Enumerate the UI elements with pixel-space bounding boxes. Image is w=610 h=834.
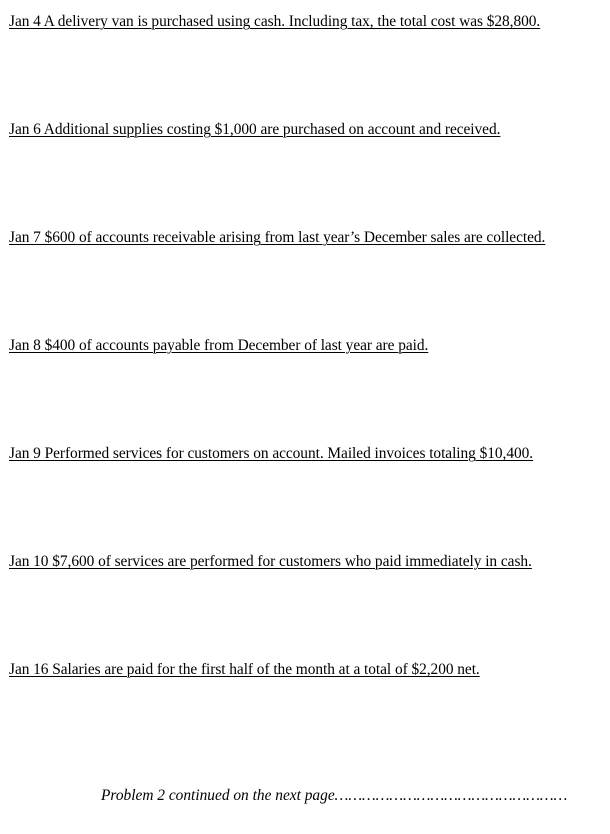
transaction-jan-8: Jan 8 $400 of accounts payable from December of last year are paid. bbox=[9, 337, 429, 354]
transaction-jan-10: Jan 10 $7,600 of services are performed for customers who paid immediately in cash. bbox=[9, 553, 532, 570]
transaction-jan-6: Jan 6 Additional supplies costing $1,000 are purchased on account and received. bbox=[9, 121, 501, 138]
transaction-jan-7: Jan 7 $600 of accounts receivable arising from last year’s December sales are collected. bbox=[9, 229, 546, 246]
continued-note: Problem 2 continued on the next page…………………………………………… bbox=[101, 787, 568, 804]
transaction-jan-9: Jan 9 Performed services for customers on account. Mailed invoices totaling $10,400. bbox=[9, 445, 534, 462]
transaction-jan-16: Jan 16 Salaries are paid for the first half of the month at a total of $2,200 net. bbox=[9, 661, 480, 678]
transaction-jan-4: Jan 4 A delivery van is purchased using cash. Including tax, the total cost was $28,800. bbox=[9, 13, 541, 30]
